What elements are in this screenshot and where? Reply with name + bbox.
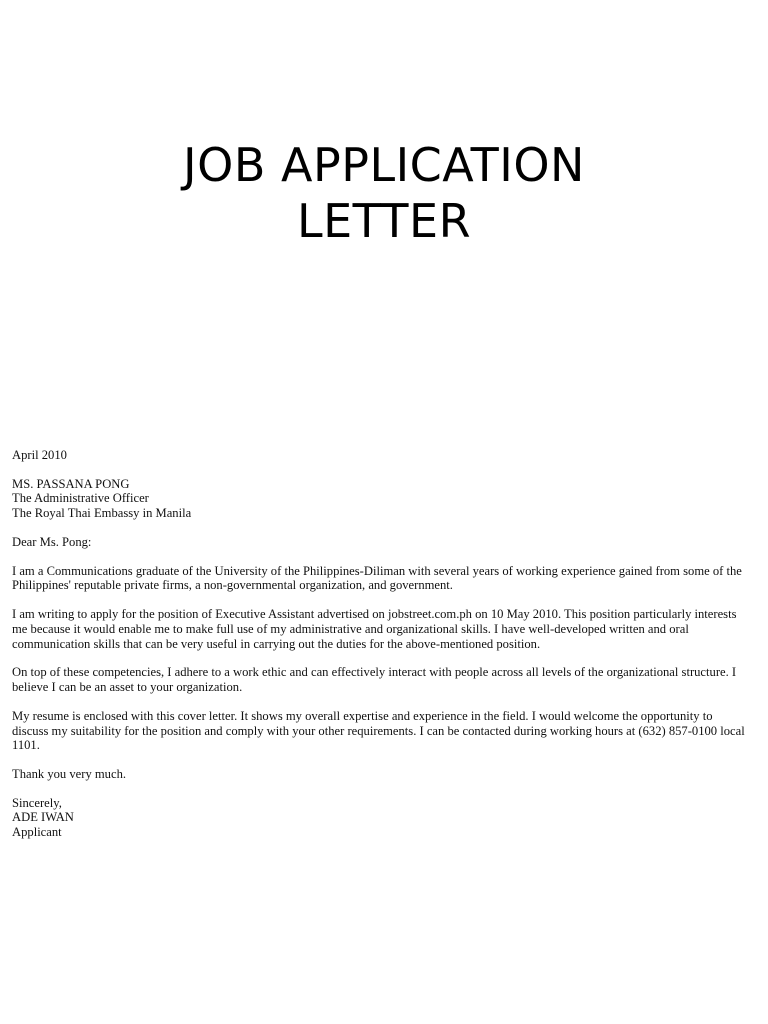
spacer — [12, 463, 752, 477]
document-title — [0, 137, 768, 249]
spacer — [12, 782, 752, 796]
paragraph-introduction: I am a Communications graduate of the University of the Philippines-Diliman with several years of working experience gained from some of the Philippines' reputable private firms, a non-governmental organization, and government. — [12, 563, 742, 593]
recipient-block — [12, 477, 752, 521]
salutation: Dear Ms. Pong: — [12, 534, 92, 549]
paragraph-resume: My resume is enclosed with this cover letter. It shows my overall expertise and experience in the field. I would welcome the opportunity to discuss my suitability for the position and comply with your other requirements. I can be contacted during working hours at (632) 857-0100 local 1101. — [12, 708, 745, 753]
letter-body — [12, 448, 752, 840]
paragraph-thanks: Thank you very much. — [12, 766, 127, 781]
spacer — [12, 651, 752, 665]
spacer — [12, 521, 752, 535]
spacer — [12, 753, 752, 767]
recipient-organization: The Royal Thai Embassy in Manila — [12, 506, 192, 521]
spacer — [12, 593, 752, 607]
recipient-name: MS. PASSANA PONG — [12, 476, 130, 491]
spacer — [12, 550, 752, 564]
recipient-position: The Administrative Officer — [12, 491, 149, 506]
document-title-line-1: JOB APPLICATION — [183, 137, 585, 192]
document-title-line-2: LETTER — [296, 193, 472, 248]
paragraph-application: I am writing to apply for the position of Executive Assistant advertised on jobstreet.com.ph on 10 May 2010. This position particularly interests me because it would enable me to make full use of my administrative and organizational skills. I have well-developed written and oral communication skills that can be very useful in carrying out the duties for the above-mentioned position. — [12, 607, 737, 651]
signature-name: ADE IWAN — [12, 810, 74, 825]
paragraph-competencies: On top of these competencies, I adhere to a work ethic and can effectively interact with people across all levels of the organizational structure. I believe I can be an asset to your organization. — [12, 665, 737, 695]
signature-role: Applicant — [12, 825, 62, 840]
signature-block — [12, 796, 752, 840]
letter-date: April 2010 — [12, 448, 67, 462]
spacer — [12, 695, 752, 709]
closing: Sincerely, — [12, 795, 62, 810]
